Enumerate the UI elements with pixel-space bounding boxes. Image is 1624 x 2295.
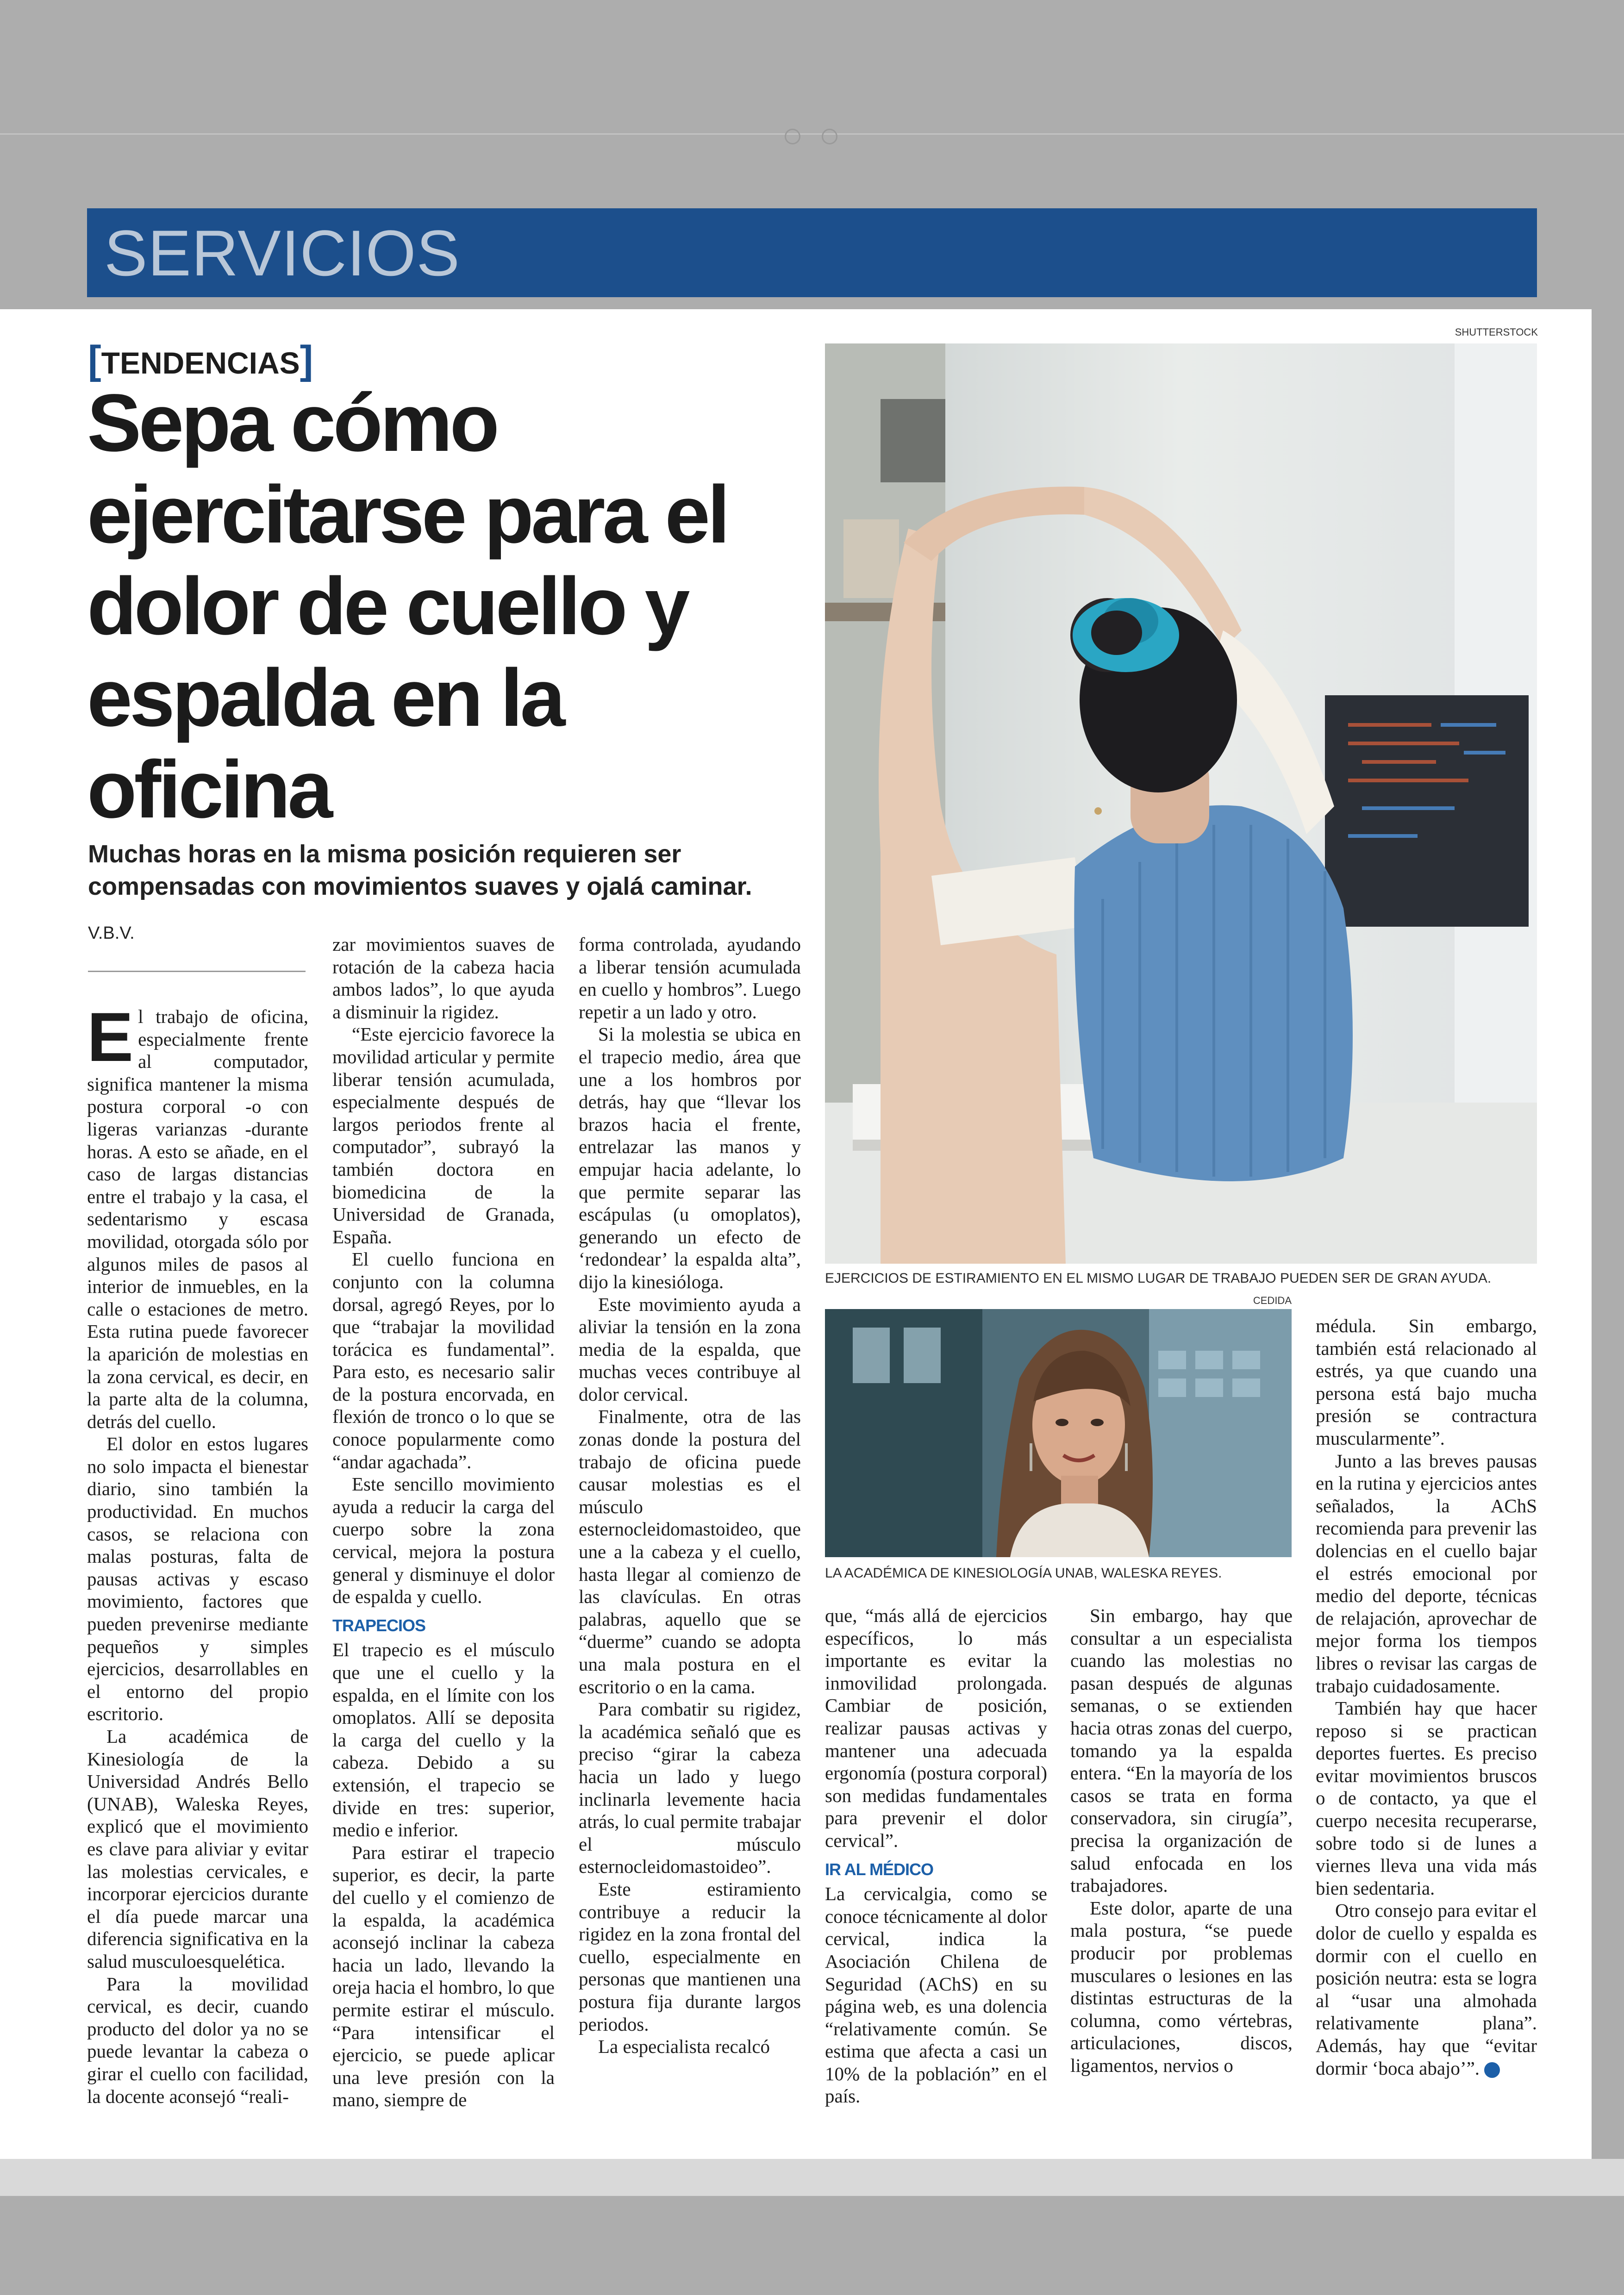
paragraph	[87, 998, 308, 1433]
paragraph: “Este ejercicio favorece la movilidad articular y permite liberar tensión acumulada, especialmente después de largos periodos frente al computador”, subrayó la también doctora en biomedicina de la Universidad de Granada, España.	[332, 1023, 555, 1247]
paragraph: Este sencillo movimiento ayuda a reducir la carga del cuerpo sobre la zona cervical, mejora la postura general y disminuye el dolor de espalda y cuello.	[332, 1473, 555, 1608]
paragraph: La especialista recalcó	[598, 2036, 770, 2058]
page-indicator-dot[interactable]	[785, 129, 800, 144]
end-of-article-icon: ✪	[1484, 2062, 1500, 2078]
photo-caption: LA ACADÉMICA DE KINESIOLOGÍA UNAB, WALESKA REYES.	[825, 1565, 1222, 1581]
stretching-woman-illustration	[825, 343, 1537, 1264]
paragraph: Junto a las breves pausas en la rutina y ejercicios antes señalados, la AChS recomienda para prevenir las dolencias en el cuello bajar el estrés emocional por medio del deporte, técnicas de relajación, aprovechar de mejor forma los tiempos libres o revisar las cargas de trabajo cuidadosamente.	[1316, 1450, 1537, 1696]
paragraph: que, “más allá de ejercicios específicos, lo más importante es evitar la inmovilidad prolongada. Cambiar de posición, realizar pausas activas y mantener una adecuada ergonomía (postura corporal) son medidas fundamentales para prevenir el dolor cervical”.	[825, 1605, 1047, 1851]
paragraph: Este dolor, aparte de una mala postura, “se puede producir por problemas musculares o lesiones en las distintas estructuras de la columna, como vértebras, articulaciones, discos, ligamentos, nervios o	[1070, 1897, 1293, 2076]
viewer-top-bar	[0, 0, 1624, 134]
article-column-4	[825, 1604, 1047, 2108]
byline-divider	[88, 971, 306, 972]
paragraph: El cuello funciona en conjunto con la columna dorsal, agregó Reyes, por lo que “trabajar la movilidad torácica es fundamental”. Para esto, es necesario salir de la postura encorvada, en flexión de tronco o lo que se conoce popularmente como “andar agachada”.	[332, 1248, 555, 1472]
article-column-5	[1070, 1604, 1293, 2077]
viewer-bottom-bar	[0, 2196, 1624, 2295]
article-headline: Sepa cómo ejercitarse para el dolor de cuello y espalda en la oficina	[87, 378, 728, 835]
photo-credit: CEDIDA	[1253, 1295, 1292, 1306]
subhead-trapecios: TRAPECIOS	[332, 1615, 426, 1635]
portrait-photo	[825, 1309, 1292, 1557]
article-column-6	[1316, 1315, 1537, 2079]
drop-cap: E	[87, 998, 134, 1076]
kicker-text: TENDENCIAS	[101, 346, 300, 380]
paragraph: También hay que hacer reposo si se practican deportes fuertes. Es preciso evitar movimientos bruscos o de contacto, ya que el cuerpo necesita recuperarse, sobre todo si de lunes a viernes lleva una vida más bien sedentaria.	[1316, 1697, 1537, 1899]
paragraph: Sin embargo, hay que consultar a un especialista cuando las molestias no pasan después de algunas semanas, o se extienden hacia otras zonas del cuerpo, tomando ya la espalda entera. “En la mayoría de los casos se trata en forma conservadora, sin cirugía”, precisa la organización de salud enfocada en los trabajadores.	[1070, 1605, 1293, 1896]
paragraph: La cervicalgia, como se conoce técnicamente al dolor cervical, indica la Asociación Chilena de Seguridad (AChS) en su página web, es una dolencia “relativamente común. Se estima que afecta a casi un 10% de la población” en el país.	[825, 1883, 1047, 2107]
paragraph: El dolor en estos lugares no solo impacta el bienestar diario, sino también la productividad. En muchos casos, se relaciona con malas posturas, falta de pausas activas y escaso movimiento, factores que pueden prevenirse mediante pequeños y simples ejercicios, desarrollables en el entorno del propio escritorio.	[87, 1433, 308, 1725]
article-column-2	[332, 933, 555, 2111]
stretching-photo	[825, 343, 1537, 1264]
photo-credit: SHUTTERSTOCK	[1455, 326, 1538, 338]
photo-caption: EJERCICIOS DE ESTIRAMIENTO EN EL MISMO LUGAR DE TRABAJO PUEDEN SER DE GRAN AYUDA.	[825, 1271, 1492, 1286]
article-kicker: [TENDENCIAS]	[88, 338, 313, 382]
paragraph: forma controlada, ayudando a liberar tensión acumulada en cuello y hombros”. Luego repetir a un lado y otro.	[579, 934, 801, 1023]
paragraph	[1316, 1899, 1537, 2079]
paragraph: médula. Sin embargo, también está relacionado al estrés, ya que cuando una persona está bajo mucha presión se contractura muscularmente”.	[1316, 1315, 1537, 1449]
article-deck: Muchas horas en la misma posición requieren ser compensadas con movimientos suaves y ojalá caminar.	[88, 840, 752, 900]
article-byline: V.B.V.	[88, 923, 135, 943]
paragraph: zar movimientos suaves de rotación de la cabeza hacia ambos lados”, lo que ayuda a disminuir la rigidez.	[332, 934, 555, 1023]
article-column-1	[87, 998, 308, 2108]
page-indicator-dot[interactable]	[822, 129, 837, 144]
page-edge-line	[0, 133, 1624, 135]
paragraph: Finalmente, otra de las zonas donde la postura del trabajo de oficina puede causar molestias es el músculo esternocleidomastoideo, que une a la cabeza y el cuello, hasta llegar al comienzo de las clavículas. En otras palabras, aquello que se “duerme” cuando se adopta una mala postura en el escritorio o en la cama.	[579, 1406, 801, 1697]
section-title: SERVICIOS	[104, 217, 460, 289]
paragraph: Para la movilidad cervical, es decir, cuando producto del dolor ya no se puede levantar la cabeza o girar el cuello con facilidad, la docente aconsejó “reali-	[87, 1973, 308, 2107]
paragraph: Este estiramiento contribuye a reducir la rigidez en la zona frontal del cuello, especialmente en personas que mantienen una postura fija durante largos periodos.	[579, 1878, 801, 2035]
paragraph: La académica de Kinesiología de la Universidad Andrés Bello (UNAB), Waleska Reyes, explicó que el movimiento es clave para aliviar y evitar las molestias cervicales, e incorporar ejercicios durante el día puede marcar una diferencia significativa en la salud musculoesquelética.	[87, 1726, 308, 1972]
paragraph: Para estirar el trapecio superior, es decir, la parte del cuello y el comienzo de la espalda, la académica aconsejó inclinar la cabeza hacia un lado, llevando la oreja hacia el hombro, lo que permite estirar el músculo. “Para intensificar el ejercicio, se puede aplicar una leve presión con la mano, siempre de	[332, 1841, 555, 2111]
portrait-illustration	[825, 1309, 1292, 1557]
paragraph: Para combatir su rigidez, la académica señaló que es preciso “girar la cabeza hacia un lado y luego inclinarla levemente hacia atrás, lo cual permite trabajar el músculo esternocleidomastoideo”.	[579, 1698, 801, 1877]
paragraph-text: l trabajo de oficina, especialmente frente al computador, significa mantener la misma postura corporal -o con ligeras varianzas -durante horas. A esto se añade, en el caso de largas distancias entre el trabajo y la casa, el sedentarismo y escasa movilidad, otorgada sólo por algunos miles de pasos al interior de inmuebles, en la calle o estaciones de metro. Esta rutina puede favorecer la aparición de molestias en la zona cervical, es decir, en la parte alta de la columna, detrás del cuello.	[87, 1006, 308, 1432]
paragraph: Este movimiento ayuda a aliviar la tensión en la zona media de la espalda, que muchas veces contribuye al dolor cervical.	[579, 1293, 801, 1405]
subhead-ir-al-medico: IR AL MÉDICO	[825, 1859, 934, 1879]
paragraph-text: Otro consejo para evitar el dolor de cuello y espalda es dormir con el cuello en posición neutra: esta se logra al “usar una almohada relativamente plana”. Además, hay que “evitar dormir ‘boca abajo’”.	[1316, 1900, 1537, 2079]
paragraph: El trapecio es el músculo que une el cuello y la espalda, en el límite con los omoplatos. Allí se deposita la carga del cuello y la cabeza. Debido a su extensión, el trapecio se divide en tres: superior, medio e inferior.	[332, 1639, 555, 1841]
page-bottom-edge	[0, 2159, 1624, 2196]
article-column-3	[579, 933, 801, 2058]
paragraph: Si la molestia se ubica en el trapecio medio, área que une a los hombros por detrás, hay que “llevar los brazos hacia el frente, entrelazar las manos y empujar hacia adelante, lo que permite separar las escápulas (u omoplatos), generando un efecto de ‘redondear’ la espalda alta”, dijo la kinesióloga.	[579, 1023, 801, 1292]
